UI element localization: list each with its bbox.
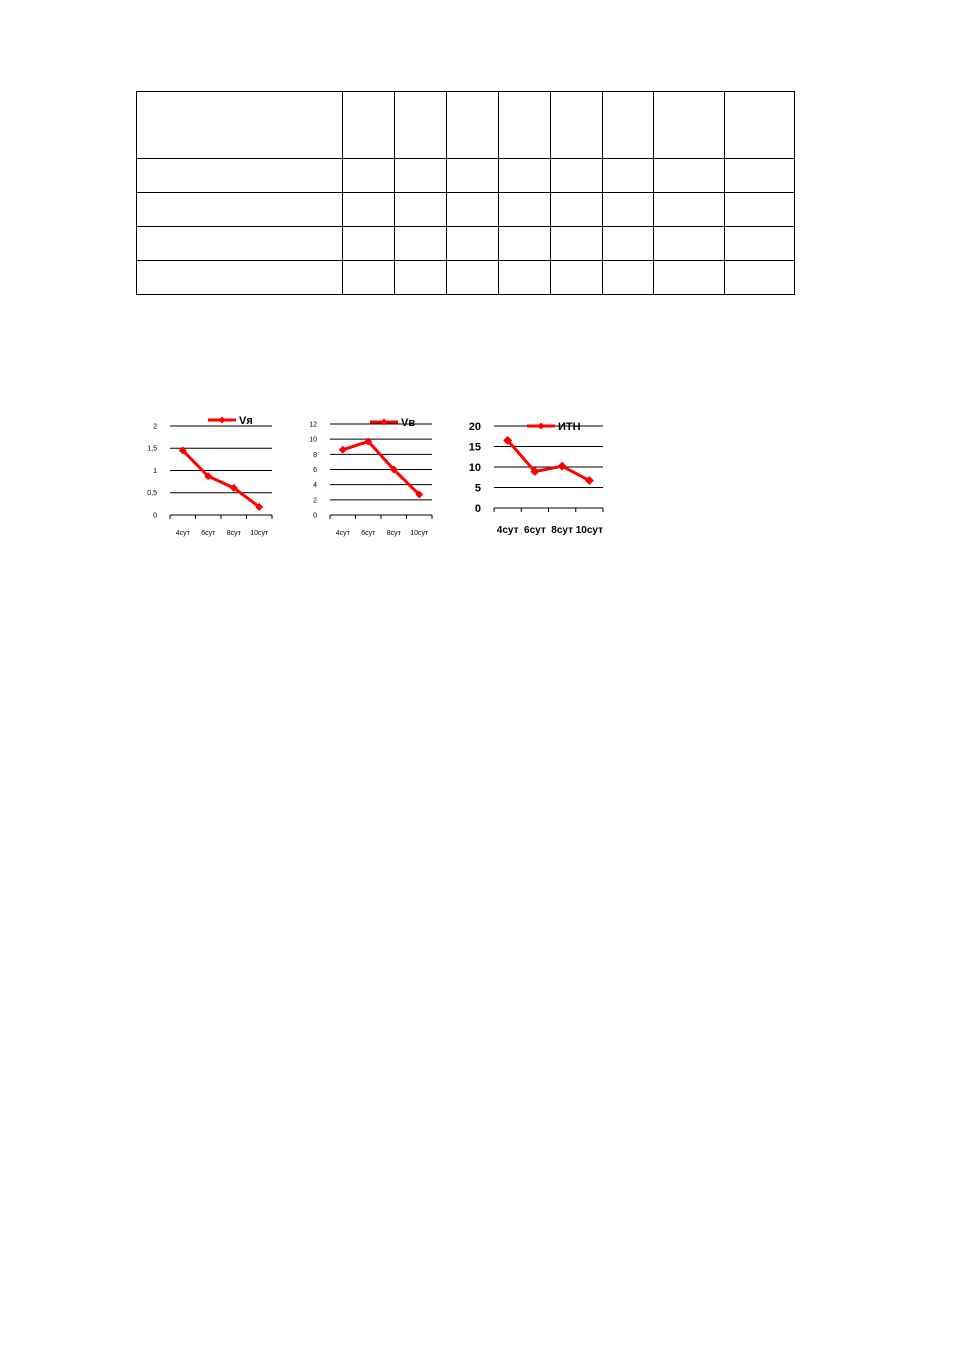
table-cell xyxy=(551,159,603,193)
x-tick-label: 4сут xyxy=(175,530,190,537)
table-cell xyxy=(499,92,551,159)
series-line xyxy=(183,450,260,507)
series-line xyxy=(343,441,420,494)
x-tick-label: 8сут xyxy=(226,530,241,537)
y-tick-label: 1,5 xyxy=(147,445,157,453)
table-cell xyxy=(499,159,551,193)
y-tick-label: 10 xyxy=(468,461,481,474)
x-tick-label: 8сут xyxy=(386,530,401,537)
y-tick-label: 10 xyxy=(309,436,317,444)
table-cell xyxy=(447,193,499,227)
y-tick-label: 15 xyxy=(468,441,481,454)
legend-label: ИТН xyxy=(558,421,581,434)
table-cell xyxy=(603,92,654,159)
x-tick-label: 6сут xyxy=(524,525,546,536)
table-cell xyxy=(343,227,395,261)
table-header-row xyxy=(137,92,795,159)
table-cell xyxy=(654,193,725,227)
table-cell xyxy=(447,261,499,295)
chart-vv xyxy=(290,405,450,545)
data-point xyxy=(339,446,347,454)
y-tick-label: 0 xyxy=(153,512,157,520)
x-tick-label: 10сут xyxy=(575,525,604,536)
table-cell xyxy=(551,193,603,227)
table-cell xyxy=(343,92,395,159)
x-tick-label: 4сут xyxy=(496,525,519,536)
y-tick-label: 2 xyxy=(313,497,317,505)
table-cell xyxy=(447,92,499,159)
y-tick-label: 4 xyxy=(313,482,317,490)
y-tick-label: 2 xyxy=(153,423,157,431)
table-cell xyxy=(654,159,725,193)
table-cell xyxy=(395,159,447,193)
table-cell xyxy=(725,159,795,193)
y-tick-label: 12 xyxy=(309,421,317,429)
table-cell xyxy=(725,193,795,227)
table-cell xyxy=(654,261,725,295)
legend-marker xyxy=(538,423,545,430)
table-cell xyxy=(603,261,654,295)
table-cell xyxy=(395,261,447,295)
data-table xyxy=(136,91,795,295)
table-cell xyxy=(343,261,395,295)
table-cell xyxy=(551,227,603,261)
table-cell xyxy=(725,92,795,159)
chart-itn xyxy=(450,405,620,545)
x-tick-label: 10сут xyxy=(250,530,269,537)
table-cell xyxy=(603,227,654,261)
table-row xyxy=(137,227,795,261)
table-row xyxy=(137,261,795,295)
table-cell xyxy=(137,193,343,227)
legend-label: Vя xyxy=(239,415,253,428)
y-tick-label: 0 xyxy=(474,502,481,515)
table-cell xyxy=(499,227,551,261)
table-cell xyxy=(137,159,343,193)
x-tick-label: 10сут xyxy=(410,530,429,537)
y-tick-label: 5 xyxy=(474,482,481,495)
x-tick-label: 8сут xyxy=(551,525,573,536)
table-cell xyxy=(725,227,795,261)
x-tick-label: 6сут xyxy=(201,530,216,537)
table-cell xyxy=(499,261,551,295)
table-cell xyxy=(654,92,725,159)
y-tick-label: 0,5 xyxy=(147,490,157,498)
x-tick-label: 6сут xyxy=(361,530,376,537)
table-cell xyxy=(395,193,447,227)
y-tick-label: 6 xyxy=(313,466,317,474)
table-cell xyxy=(603,159,654,193)
table-cell xyxy=(343,193,395,227)
legend-label: Vв xyxy=(401,417,416,430)
table-cell xyxy=(654,227,725,261)
table-cell xyxy=(137,92,343,159)
x-tick-label: 4сут xyxy=(335,530,350,537)
table-row xyxy=(137,193,795,227)
chart-vya xyxy=(130,405,290,545)
y-tick-label: 0 xyxy=(313,512,317,520)
table-cell xyxy=(137,227,343,261)
y-tick-label: 20 xyxy=(468,420,481,433)
table-cell xyxy=(137,261,343,295)
table-row xyxy=(137,159,795,193)
table-cell xyxy=(447,227,499,261)
table-cell xyxy=(725,261,795,295)
table-cell xyxy=(499,193,551,227)
table-cell xyxy=(395,227,447,261)
table-cell xyxy=(395,92,447,159)
table-cell xyxy=(603,193,654,227)
table-cell xyxy=(447,159,499,193)
y-tick-label: 1 xyxy=(153,467,157,475)
y-tick-label: 8 xyxy=(313,451,317,459)
table-cell xyxy=(551,261,603,295)
table-cell xyxy=(343,159,395,193)
legend-marker xyxy=(219,417,226,424)
table-cell xyxy=(551,92,603,159)
